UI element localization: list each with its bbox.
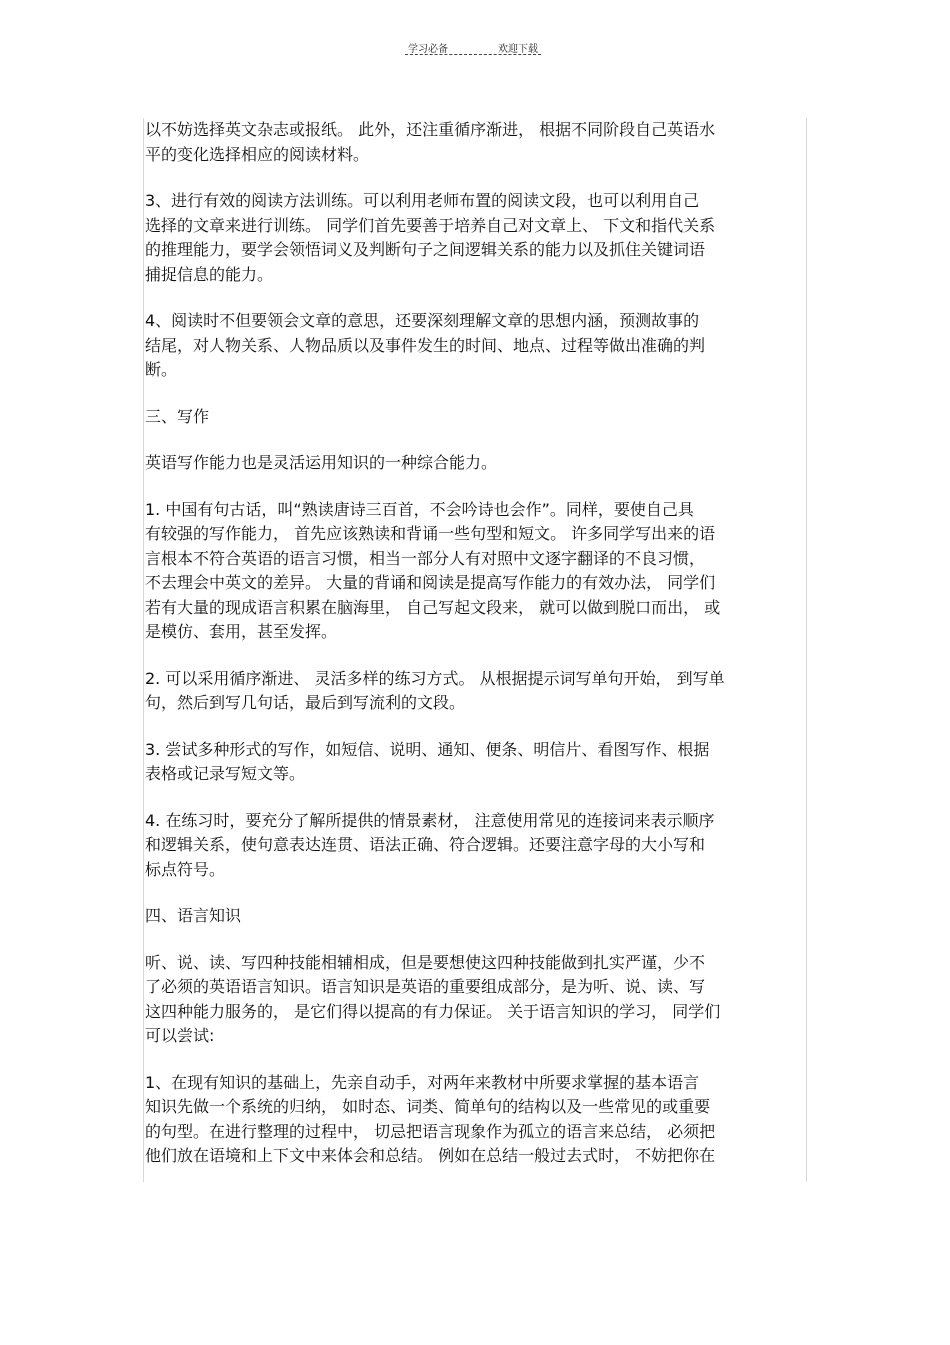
paragraph-language-knowledge-point-1: 1、在现有知识的基础上，先亲自动手，对两年来教材中所要求掌握的基本语言 知识先做一个系统的归纳， 如时态、词类、简单句的结构以及一些常见的或重要 的句型。在进行整理的过程中， 切忌把语言现象作为孤立的语言来总结， 必须把 他们放在语境和上下文中来体会和总结。 例如在总结一般过去式时， 不妨把你在 xyxy=(145,1072,716,1165)
paragraph-reading-materials: 以不妨选择英文杂志或报纸。 此外，还注重循序渐进， 根据不同阶段自己英语水 平的变化选择相应的阅读材料。 xyxy=(145,120,716,164)
header-right-text: 欢迎下载 xyxy=(498,44,538,55)
section-heading-language-knowledge: 四、语言知识 xyxy=(145,906,242,925)
paragraph-writing-point-2: 2. 可以采用循序渐进、 灵活多样的练习方式。 从根据提示词写单句开始， 到写单 句，然后到写几句话，最后到写流利的文段。 xyxy=(145,668,725,712)
paragraph-writing-point-1: 1. 中国有句古话，叫“熟读唐诗三百首，不会吟诗也会作”。同样，要使自己具 有较强的写作能力， 首先应该熟读和背诵一些句型和短文。 许多同学写出来的语 言根本不符合英语的语言习惯，相当一部分人有对照中文逐字翻译的不良习惯， 不去理会中英文的差异。 大量的背诵和阅读是提高写作能力的有效办法， 同学们 若有大量的现成语言积累在脑海里， 自己写起文段来， 就可以做到脱口而出， 或 是模仿、套用，甚至发挥。 xyxy=(145,499,721,641)
left-margin-line xyxy=(143,118,144,1182)
header-divider xyxy=(405,54,541,55)
paragraph-language-knowledge-intro: 听、说、读、写四种技能相辅相成，但是要想使这四种技能做到扎实严谨，少不 了必须的英语语言知识。语言知识是英语的重要组成部分，是为听、说、读、写 这四种能力服务的， 是它们得以提高的有力保证。 关于语言知识的学习， 同学们 可以尝试: xyxy=(145,952,721,1045)
paragraph-writing-point-4: 4. 在练习时，要充分了解所提供的情景素材， 注意使用常见的连接词来表示顺序 和逻辑关系，使句意表达连贯、语法正确、符合逻辑。还要注意字母的大小写和 标点符号。 xyxy=(145,810,715,879)
paragraph-reading-method-training: 3、进行有效的阅读方法训练。可以利用老师布置的阅读文段，也可以利用自己 选择的文章来进行训练。 同学们首先要善于培养自己对文章上、 下文和指代关系 的推理能力，要学会领悟词义及判断句子之间逻辑关系的能力以及抓住关键词语 捕捉信息的能力。 xyxy=(145,191,716,284)
paragraph-writing-point-3: 3. 尝试多种形式的写作，如短信、说明、通知、便条、明信片、看图写作、根据 表格或记录写短文等。 xyxy=(145,739,710,783)
header-left-text: 学习必备 xyxy=(408,44,448,55)
paragraph-reading-comprehension: 4、阅读时不但要领会文章的意思，还要深刻理解文章的思想内涵，预测故事的 结尾，对人物关系、人物品质以及事件发生的时间、地点、过程等做出准确的判 断。 xyxy=(145,311,706,379)
document-body xyxy=(145,118,807,1191)
paragraph-writing-intro: 英语写作能力也是灵活运用知识的一种综合能力。 xyxy=(145,453,498,472)
section-heading-writing: 三、写作 xyxy=(145,406,210,426)
